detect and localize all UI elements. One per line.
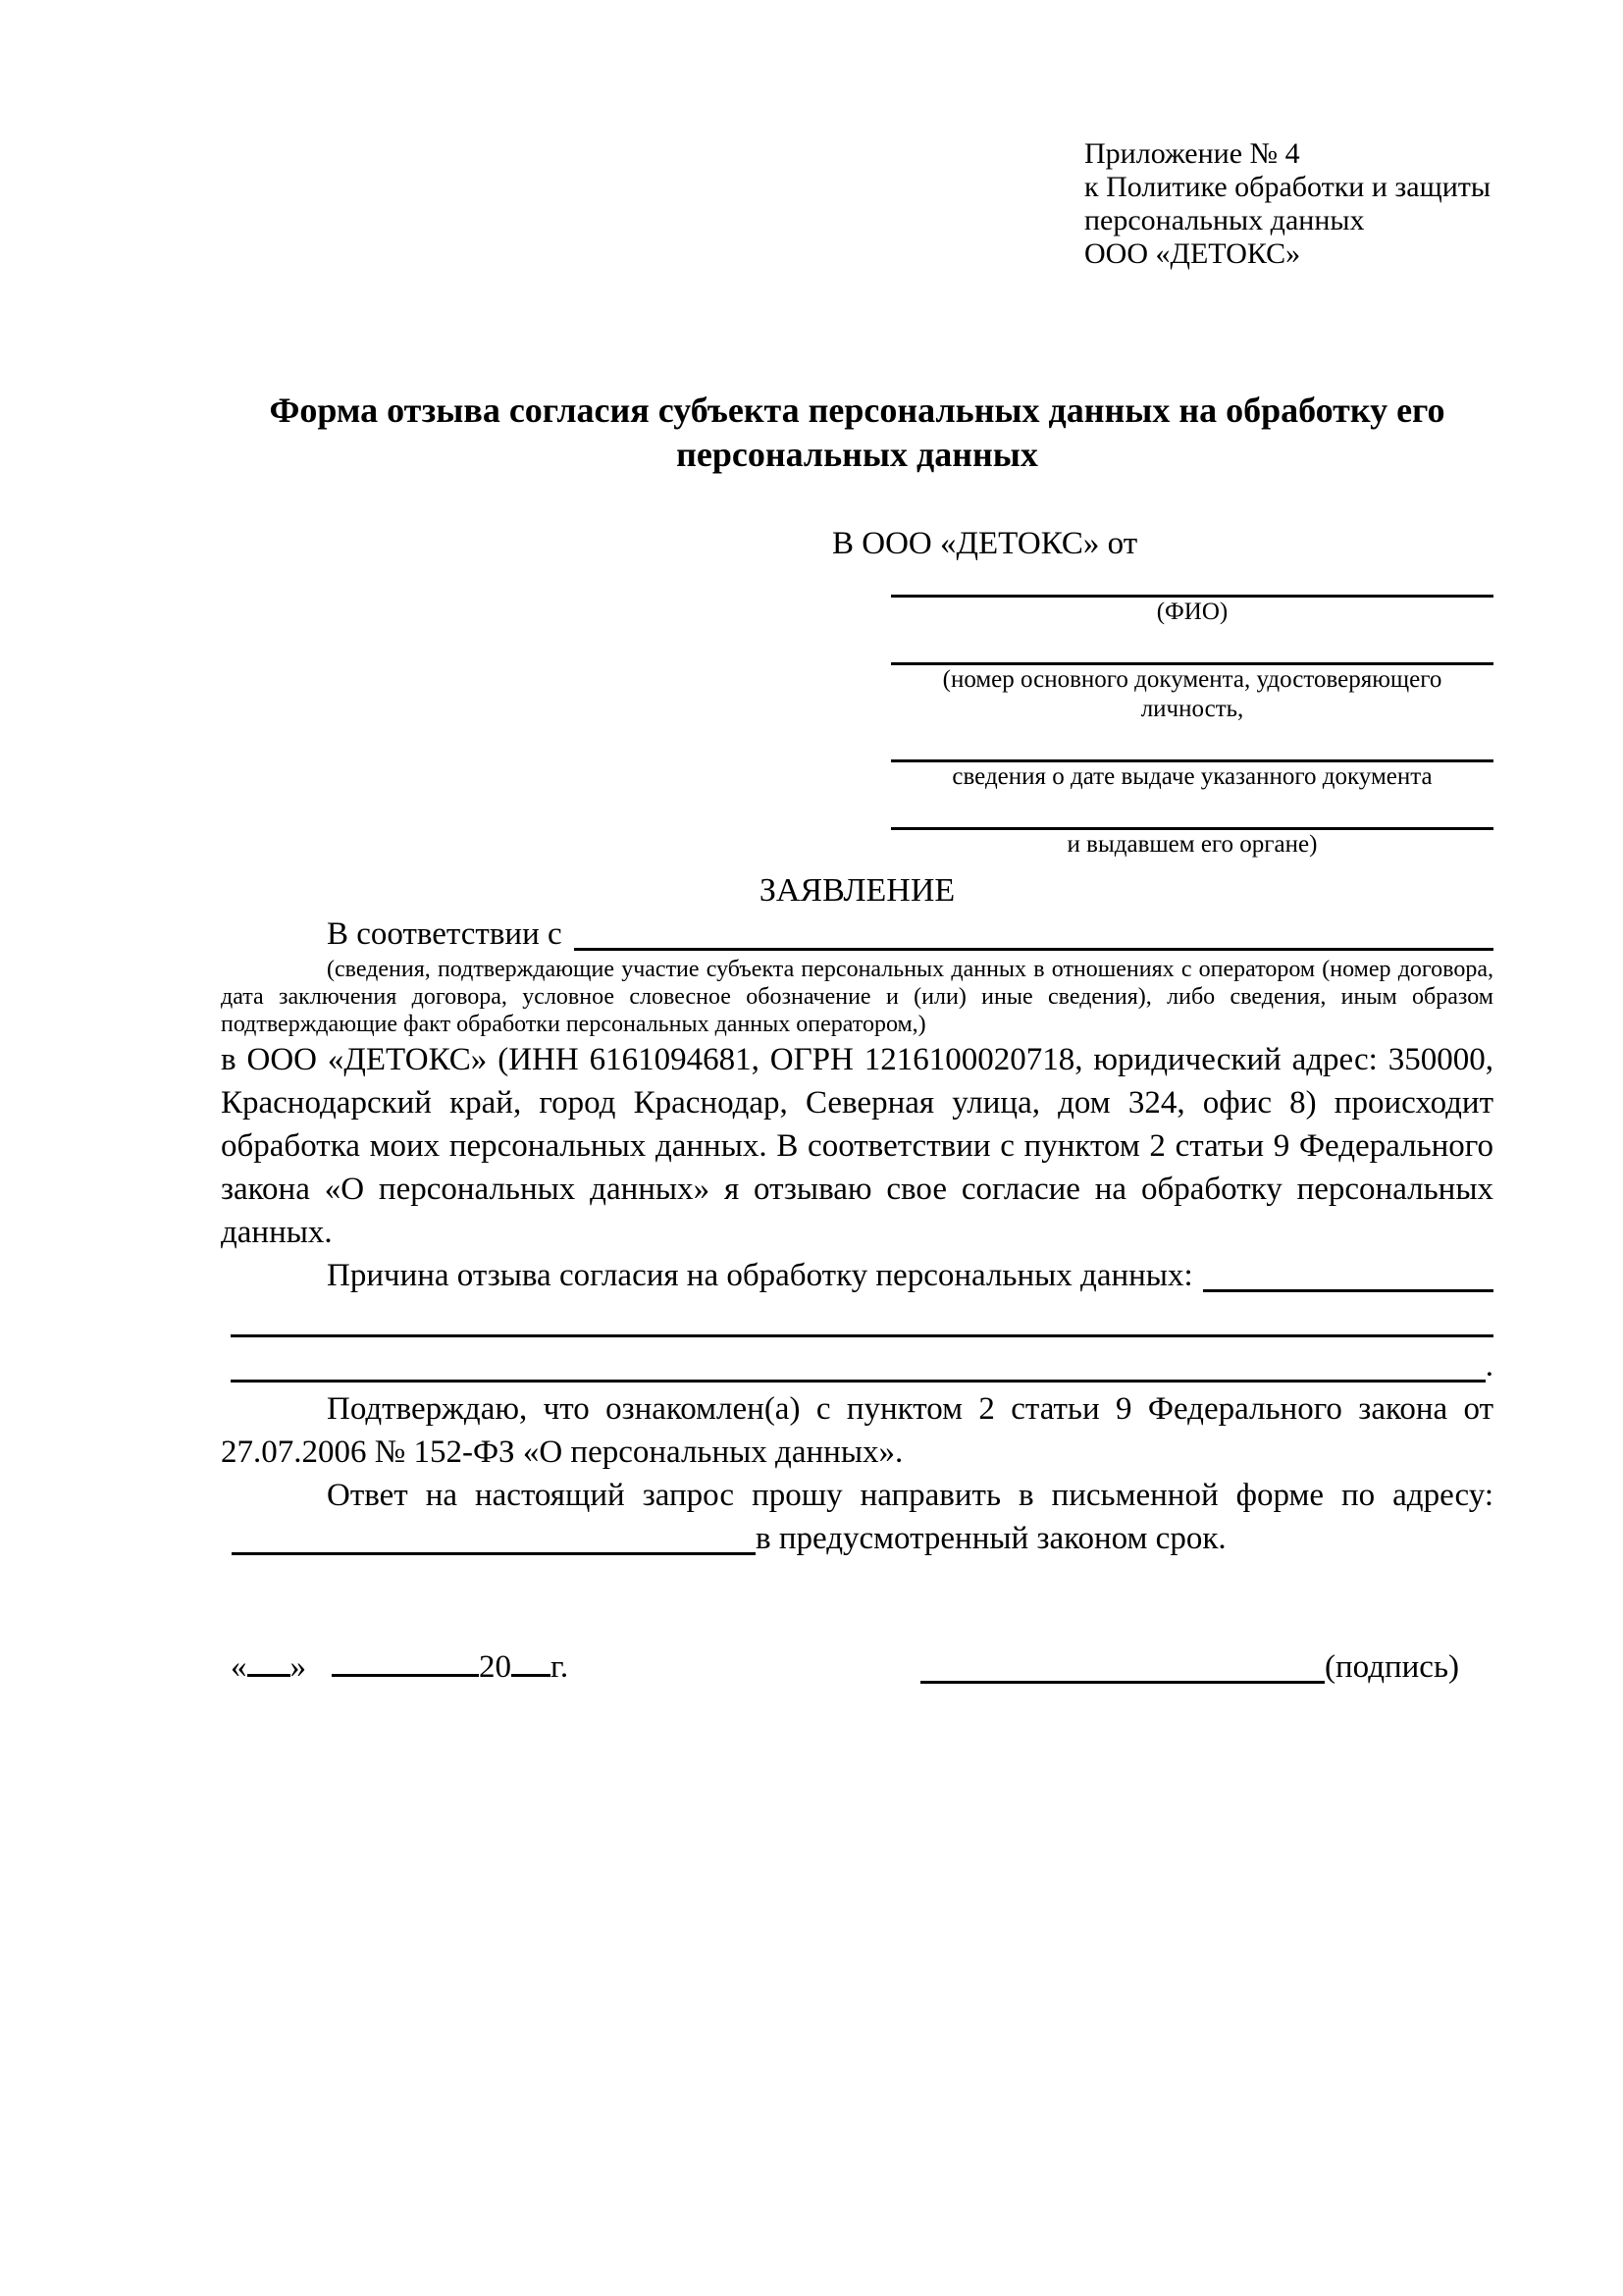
appendix-block (1084, 137, 1493, 271)
date-year-prefix: 20 (479, 1649, 511, 1685)
fio-field (891, 565, 1493, 627)
accordance-note: (сведения, подтверждающие участие субъекта персональных данных в отношениях с оператором (номер договора, дата заключения договора, условное словесное обозначение и (или) иные сведения), либо сведения, иным образом подтверждающие факт обработки персональных данных оператором,) (221, 957, 1493, 1037)
doc-number-fill-line (891, 633, 1493, 665)
statement-heading: ЗАЯВЛЕНИЕ (759, 872, 956, 909)
reply-address-fill-line (232, 1517, 756, 1555)
date-month-blank (332, 1644, 479, 1677)
reason-line (221, 1254, 1493, 1297)
issuing-authority-fill-line (891, 798, 1493, 830)
fio-fill-line (891, 565, 1493, 598)
addressee-fields (891, 565, 1493, 860)
appendix-line: персональных данных (1084, 204, 1365, 236)
date-open-quote: « (231, 1649, 247, 1685)
accordance-fill-line (574, 913, 1493, 951)
accordance-prefix: В соответствии с (327, 916, 562, 952)
issue-date-fill-line (891, 730, 1493, 762)
doc-number-caption: (номер основного документа, удостоверяющего личность, (942, 666, 1442, 722)
document-title: Форма отзыва согласия субъекта персональных данных на обработку его персональных данных (269, 391, 1445, 474)
signature-row (221, 1644, 1493, 1689)
signature-caption: (подпись) (1325, 1649, 1459, 1685)
date-line (231, 1644, 568, 1689)
issuing-authority-caption: и выдавшем его органе) (1067, 831, 1318, 858)
appendix-line: к Политике обработки и защиты (1084, 171, 1492, 203)
date-year-blank (511, 1644, 550, 1677)
date-day-blank (247, 1644, 290, 1677)
signature-field (920, 1645, 1459, 1689)
appendix-line: ООО «ДЕТОКС» (1084, 237, 1301, 270)
blank-line-period: . (1485, 1348, 1493, 1383)
appendix-line: Приложение № 4 (1084, 137, 1300, 170)
reason-prefix: Причина отзыва согласия на обработку персональных данных: (327, 1258, 1193, 1293)
reason-blank-line-1 (221, 1297, 1493, 1342)
operator-paragraph: в ООО «ДЕТОКС» (ИНН 6161094681, ОГРН 1216100020718, юридический адрес: 350000, Краснодарский край, город Краснодар, Северная улица, дом 324, офис 8) происходит обработка моих персональных данных. В соответствии с пунктом 2 статьи 9 Федерального закона «О персональных данных» я отзываю свое согласие на обработку персональных данных. (221, 1042, 1493, 1250)
accordance-line (221, 913, 1493, 956)
blank-fill-line-2 (231, 1342, 1486, 1383)
confirmation-paragraph: Подтверждаю, что ознакомлен(а) с пунктом 2 статьи 9 Федерального закона от 27.07.2006 № 152-ФЗ «О персональных данных». (221, 1391, 1493, 1470)
reply-request-line: Ответ на настоящий запрос прошу направить в письменной форме по адресу: (327, 1478, 1493, 1513)
fio-caption: (ФИО) (1156, 599, 1229, 625)
issuing-authority-field (891, 798, 1493, 860)
issue-date-caption: сведения о дате выдаче указанного документа (952, 763, 1433, 790)
date-year-suffix: г. (550, 1649, 569, 1685)
reply-suffix: в предусмотренный законом срок. (756, 1521, 1227, 1556)
reason-blank-line-2 (221, 1342, 1493, 1387)
reason-fill-line (1203, 1254, 1493, 1292)
issue-date-field (891, 730, 1493, 792)
doc-number-field (891, 633, 1493, 724)
blank-fill-line-1 (231, 1297, 1493, 1337)
addressee-to-line: В ООО «ДЕТОКС» от (832, 526, 1138, 561)
reply-address-line (221, 1517, 1493, 1560)
date-close-quote: » (289, 1649, 306, 1685)
signature-fill-line (920, 1645, 1325, 1684)
